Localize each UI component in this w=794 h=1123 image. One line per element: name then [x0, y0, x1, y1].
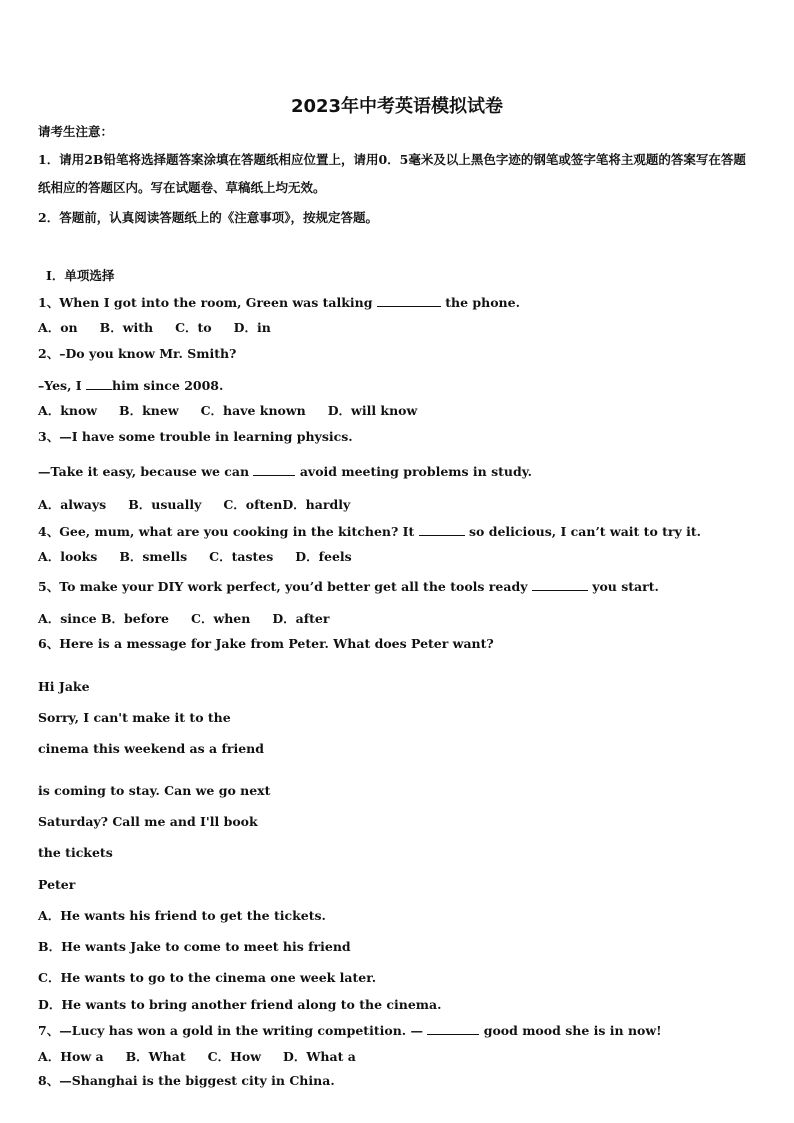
option-ab: A．since B．before [38, 611, 169, 626]
question-7-stem-b: good mood she is in now! [483, 1023, 662, 1038]
question-6-line-1: 6、Here is a message for Jake from Peter. What does Peter want? [38, 636, 494, 651]
question-3-options [38, 497, 372, 513]
notice-item-2: 2．答题前，认真阅读答题纸上的《注意事项》，按规定答题。 [38, 210, 378, 225]
answer-blank [253, 463, 295, 476]
option-a: A．He wants his friend to get the tickets. [38, 908, 326, 923]
question-3-line-2 [38, 463, 532, 480]
question-7-options [38, 1049, 378, 1065]
notice-item-1: 1．请用2B铅笔将选择题答案涂填在答题纸相应位置上，请用0．5毫米及以上黑色字迹的钢笔或签字笔将主观题的答案写在答题纸相应的答题区内。写在试题卷、草稿纸上均无效。 [38, 152, 746, 195]
option-cd: C．oftenD．hardly [223, 497, 351, 512]
question-4-options [38, 549, 374, 565]
message-line: Sorry, I can't make it to the [38, 710, 231, 725]
option-d: D．feels [295, 549, 352, 564]
answer-blank [419, 523, 465, 536]
option-c: C．tastes [209, 549, 274, 564]
option-b: B．usually [128, 497, 202, 512]
option-c: C．have known [200, 403, 306, 418]
question-7-stem-a: 7、—Lucy has won a gold in the writing competition. — [38, 1023, 423, 1038]
option-d: D．He wants to bring another friend along to the cinema. [38, 997, 442, 1012]
question-4-stem-b: so delicious, I can’t wait to try it. [469, 524, 701, 539]
option-a: A．always [38, 497, 107, 512]
message-line: cinema this weekend as a friend [38, 741, 264, 756]
question-7 [38, 1022, 662, 1039]
option-c: C．How [207, 1049, 261, 1064]
question-1-stem-a: 1、When I got into the room, Green was talking [38, 295, 373, 310]
option-b: B．He wants Jake to come to meet his friend [38, 939, 351, 954]
question-3-line-1: 3、—I have some trouble in learning physics. [38, 429, 353, 444]
option-a: A．know [38, 403, 98, 418]
question-2-line-2 [38, 377, 223, 394]
question-1 [38, 294, 520, 311]
page-title: 2023年中考英语模拟试卷 [290, 96, 504, 117]
notice-heading: 请考生注意： [38, 124, 114, 139]
option-c: C．He wants to go to the cinema one week later. [38, 970, 377, 985]
question-4-stem-a: 4、Gee, mum, what are you cooking in the kitchen? It [38, 524, 415, 539]
answer-blank [86, 377, 112, 390]
option-a: A．How a [38, 1049, 104, 1064]
question-2-stem-a: –Yes, I [38, 378, 82, 393]
message-signature: Peter [38, 877, 76, 892]
question-3-stem-a: —Take it easy, because we can [38, 464, 250, 479]
question-2-options [38, 403, 439, 419]
question-5-stem-a: 5、To make your DIY work perfect, you’d better get all the tools ready [38, 579, 528, 594]
option-b: B．What [125, 1049, 186, 1064]
option-d: D．What a [283, 1049, 356, 1064]
message-line: Hi Jake [38, 679, 90, 694]
option-a: A．on [38, 320, 78, 335]
answer-blank [427, 1022, 479, 1035]
option-c: C．to [175, 320, 212, 335]
option-b: B．with [99, 320, 154, 335]
answer-blank [377, 294, 441, 307]
message-line: the tickets [38, 845, 113, 860]
question-5-options [38, 611, 351, 627]
answer-blank [532, 578, 588, 591]
question-8-line-1: 8、—Shanghai is the biggest city in China. [38, 1073, 335, 1088]
question-5-stem-b: you start. [592, 579, 659, 594]
option-c: C．when [191, 611, 251, 626]
question-1-stem-b: the phone. [445, 295, 520, 310]
option-a: A．looks [38, 549, 98, 564]
message-line: is coming to stay. Can we go next [38, 783, 271, 798]
question-3-stem-b: avoid meeting problems in study. [299, 464, 532, 479]
option-d: D．after [272, 611, 330, 626]
question-2-stem-b: him since 2008. [112, 378, 224, 393]
option-d: D．in [233, 320, 271, 335]
question-4 [38, 523, 701, 540]
option-d: D．will know [327, 403, 418, 418]
option-b: B．smells [119, 549, 188, 564]
message-line: Saturday? Call me and I'll book [38, 814, 258, 829]
question-1-options [38, 320, 293, 336]
question-2-line-1: 2、–Do you know Mr. Smith? [38, 346, 237, 361]
option-b: B．knew [119, 403, 179, 418]
section-heading: Ⅰ．单项选择 [46, 268, 115, 283]
question-5 [38, 578, 659, 595]
